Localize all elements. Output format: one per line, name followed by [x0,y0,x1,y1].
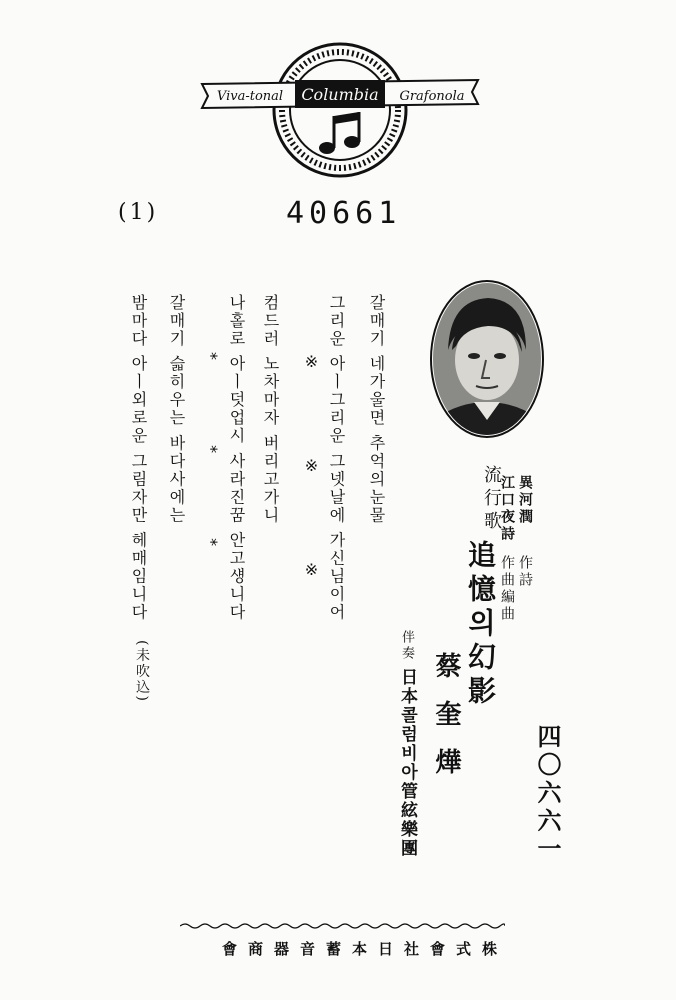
lyric-line-3: 컴드러 노차마자 버리고가니 [261,294,280,525]
lyric-line-6: 밤마다 아ㅣ외로운 그림자만 헤매임니다 [129,294,148,622]
divider-line [180,922,505,930]
stanza-separator-1: ※ ※ ※ [302,352,321,620]
logo-left-text: Viva-tonal [216,89,284,104]
catalog-number: 四〇六六一 [533,724,562,864]
song-title: 追憶의幻影 [464,540,497,710]
side-number: (1) [118,200,159,225]
genre-label: 流行歌 [481,465,502,534]
lyricist-role: 作詩 [517,555,533,589]
columbia-logo [200,40,480,180]
logo-right-text: Grafonola [399,89,465,104]
singer-portrait [430,280,544,438]
lyricist-name: 異河潤 [517,475,533,526]
company-name: 株式會社日本蓄音器商會 [222,940,509,958]
performer-role: 伴奏 [399,630,414,662]
orchestra-name: 日本콜럼비아管絃樂團 [397,668,417,858]
artist-name: 蔡奎燁 [431,652,461,796]
lyric-line-4: 나홀로 아ㅣ덧업시 사라진꿈 안고섕니다 [227,294,246,622]
logo-center-text: Columbia [301,85,379,104]
stanza-separator-2: * * * [202,352,221,587]
composer-name: 江口夜詩 [499,475,515,543]
lyric-line-1: 갈매기 네가울면 추억의눈물 [367,294,386,525]
record-number: 40661 [286,196,402,231]
unrecorded-note: (未吹込) [134,640,150,703]
lyric-line-5: 갈매기 슯히우는 바다사에는 [167,294,186,525]
composer-role: 作曲編曲 [499,555,515,623]
lyric-line-2: 그리운 아ㅣ그리운 그넷날에 가신님이어 [327,294,346,622]
